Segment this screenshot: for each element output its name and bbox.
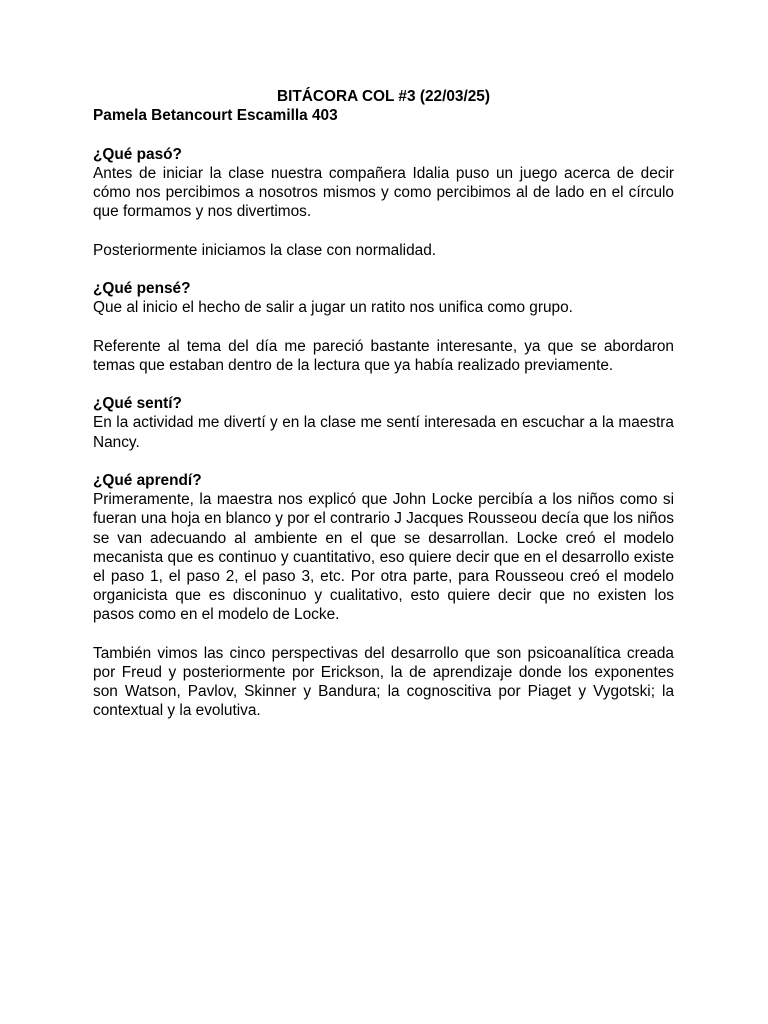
section-heading-que-paso: ¿Qué pasó? [93, 145, 182, 163]
document-page [93, 87, 674, 721]
section-paragraph: Que al inicio el hecho de salir a jugar un ratito nos unifica como grupo. [93, 299, 573, 317]
section-paragraph: Antes de iniciar la clase nuestra compañera Idalia puso un juego acerca de decir cómo nos percibimos a nosotros mismos y como percibimos al de lado en el círculo que formamos y nos divertimos. [93, 164, 674, 221]
document-author: Pamela Betancourt Escamilla 403 [93, 107, 338, 125]
spacer [93, 260, 674, 279]
section-heading-que-pense: ¿Qué pensé? [93, 279, 191, 297]
section-paragraph: También vimos las cinco perspectivas del desarrollo que son psicoanalítica creada por Freud y posteriormente por Erickson, la de aprendizaje donde los exponentes son Watson, Pavlov, Skinner y Bandura; la cognoscitiva por Piaget y Vygotski; la contextual y la evolutiva. [93, 644, 674, 720]
spacer [93, 375, 674, 394]
spacer [93, 452, 674, 471]
section-paragraph: En la actividad me divertí y en la clase me sentí interesada en escuchar a la maestra Nancy. [93, 414, 674, 451]
spacer [93, 317, 674, 336]
spacer [93, 221, 674, 240]
section-paragraph: Posteriormente iniciamos la clase con normalidad. [93, 241, 437, 259]
document-title: BITÁCORA COL #3 (22/03/25) [277, 88, 490, 105]
section-heading-que-senti: ¿Qué sentí? [93, 395, 182, 413]
section-heading-que-aprendi: ¿Qué aprendí? [93, 471, 202, 489]
section-paragraph: Referente al tema del día me pareció bastante interesante, ya que se abordaron temas que estaban dentro de la lectura que ya había realizado previamente. [93, 337, 674, 374]
spacer [93, 625, 674, 644]
spacer [93, 125, 674, 144]
section-paragraph: Primeramente, la maestra nos explicó que John Locke percibía a los niños como si fueran una hoja en blanco y por el contrario J Jacques Rousseou decía que los niños se van adecuando al ambiente en el que se desarrollan. Locke creó el modelo mecanista que es continuo y cuantitativo, eso quiere decir que en el desarrollo existe el paso 1, el paso 2, el paso 3, etc. Por otra parte, para Rousseou creó el modelo organicista que es disconinuo y cualitativo, esto quiere decir que no existen los pasos como en el modelo de Locke. [93, 491, 674, 624]
